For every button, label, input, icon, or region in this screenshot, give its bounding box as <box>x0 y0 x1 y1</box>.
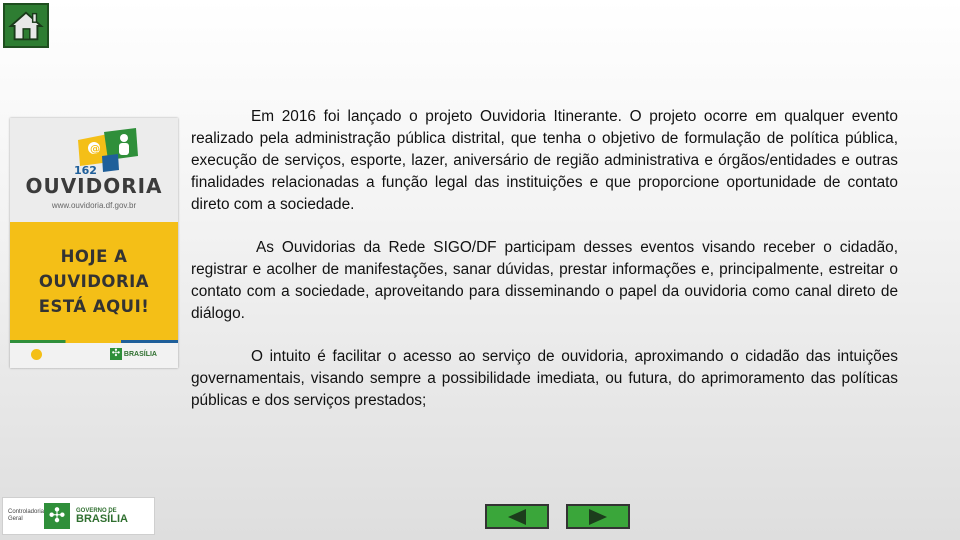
info-icon <box>31 349 42 360</box>
brasilia-label: BRASÍLIA <box>76 512 128 525</box>
gdf-mini-text: BRASÍLIA <box>123 350 157 358</box>
banner-url: www.ouvidoria.df.gov.br <box>51 201 137 210</box>
triangle-left-icon <box>500 507 534 527</box>
paragraph-1: Em 2016 foi lançado o projeto Ouvidoria Itinerante. O projeto ocorre em qualquer evento realizado pela administração pública distrital, que tenha o objetivo de formulação de política pública, execução de serviços, esporte, lazer, aniversário de região administrativa e órgãos/entidades e outras finalidades relacionadas a função legal das instituições e que proporcione oportunidade de contato direto com a sociedade. <box>191 108 898 213</box>
triangle-right-icon <box>581 507 615 527</box>
paragraph-3: O intuito é facilitar o acesso ao serviço de ouvidoria, aproximando o cidadão das intuições governamentais, visando sempre a possibilidade imediata, ou futura, do aprimoramento das políticas públicas e dos serviços prestados; <box>191 348 898 409</box>
gdf-cross-icon: ✣ <box>111 348 121 359</box>
headline-line: OUVIDORIA <box>38 271 150 291</box>
next-slide-button[interactable] <box>566 504 630 529</box>
ouvidoria-banner <box>10 118 178 368</box>
banner-footer <box>10 340 178 368</box>
headline-line: ESTÁ AQUI! <box>38 296 150 316</box>
gdf-mini-logo <box>110 348 157 360</box>
gov-label: GOVERNO DE <box>76 507 117 514</box>
banner-header <box>10 118 178 222</box>
gdf-emblem-icon: ✣ <box>44 503 70 529</box>
controladoria-label: Controladoria Geral <box>8 509 45 522</box>
svg-text:@: @ <box>90 144 100 155</box>
paragraph-2: As Ouvidorias da Rede SIGO/DF participam desses eventos visando receber o cidadão, registrar e acolher de manifestações, sanar dúvidas, prestar informações e, principalmente, estreitar o contato com a sociedade, aproveitando para disseminando o papel da ouvidoria como canal direto de diálogo. <box>191 239 898 322</box>
main-text <box>191 106 898 433</box>
home-icon <box>7 7 45 45</box>
headline-line: HOJE A <box>60 246 128 266</box>
government-footer-logo <box>2 497 155 535</box>
banner-headline <box>10 222 178 340</box>
color-stripe <box>10 340 178 343</box>
banner-brand: OUVIDORIA <box>25 174 163 198</box>
logo-number: 162 <box>74 164 97 177</box>
home-button[interactable] <box>3 3 49 48</box>
info-access-logo <box>31 349 42 360</box>
previous-slide-button[interactable] <box>485 504 549 529</box>
gdf-wordmark <box>76 508 128 525</box>
